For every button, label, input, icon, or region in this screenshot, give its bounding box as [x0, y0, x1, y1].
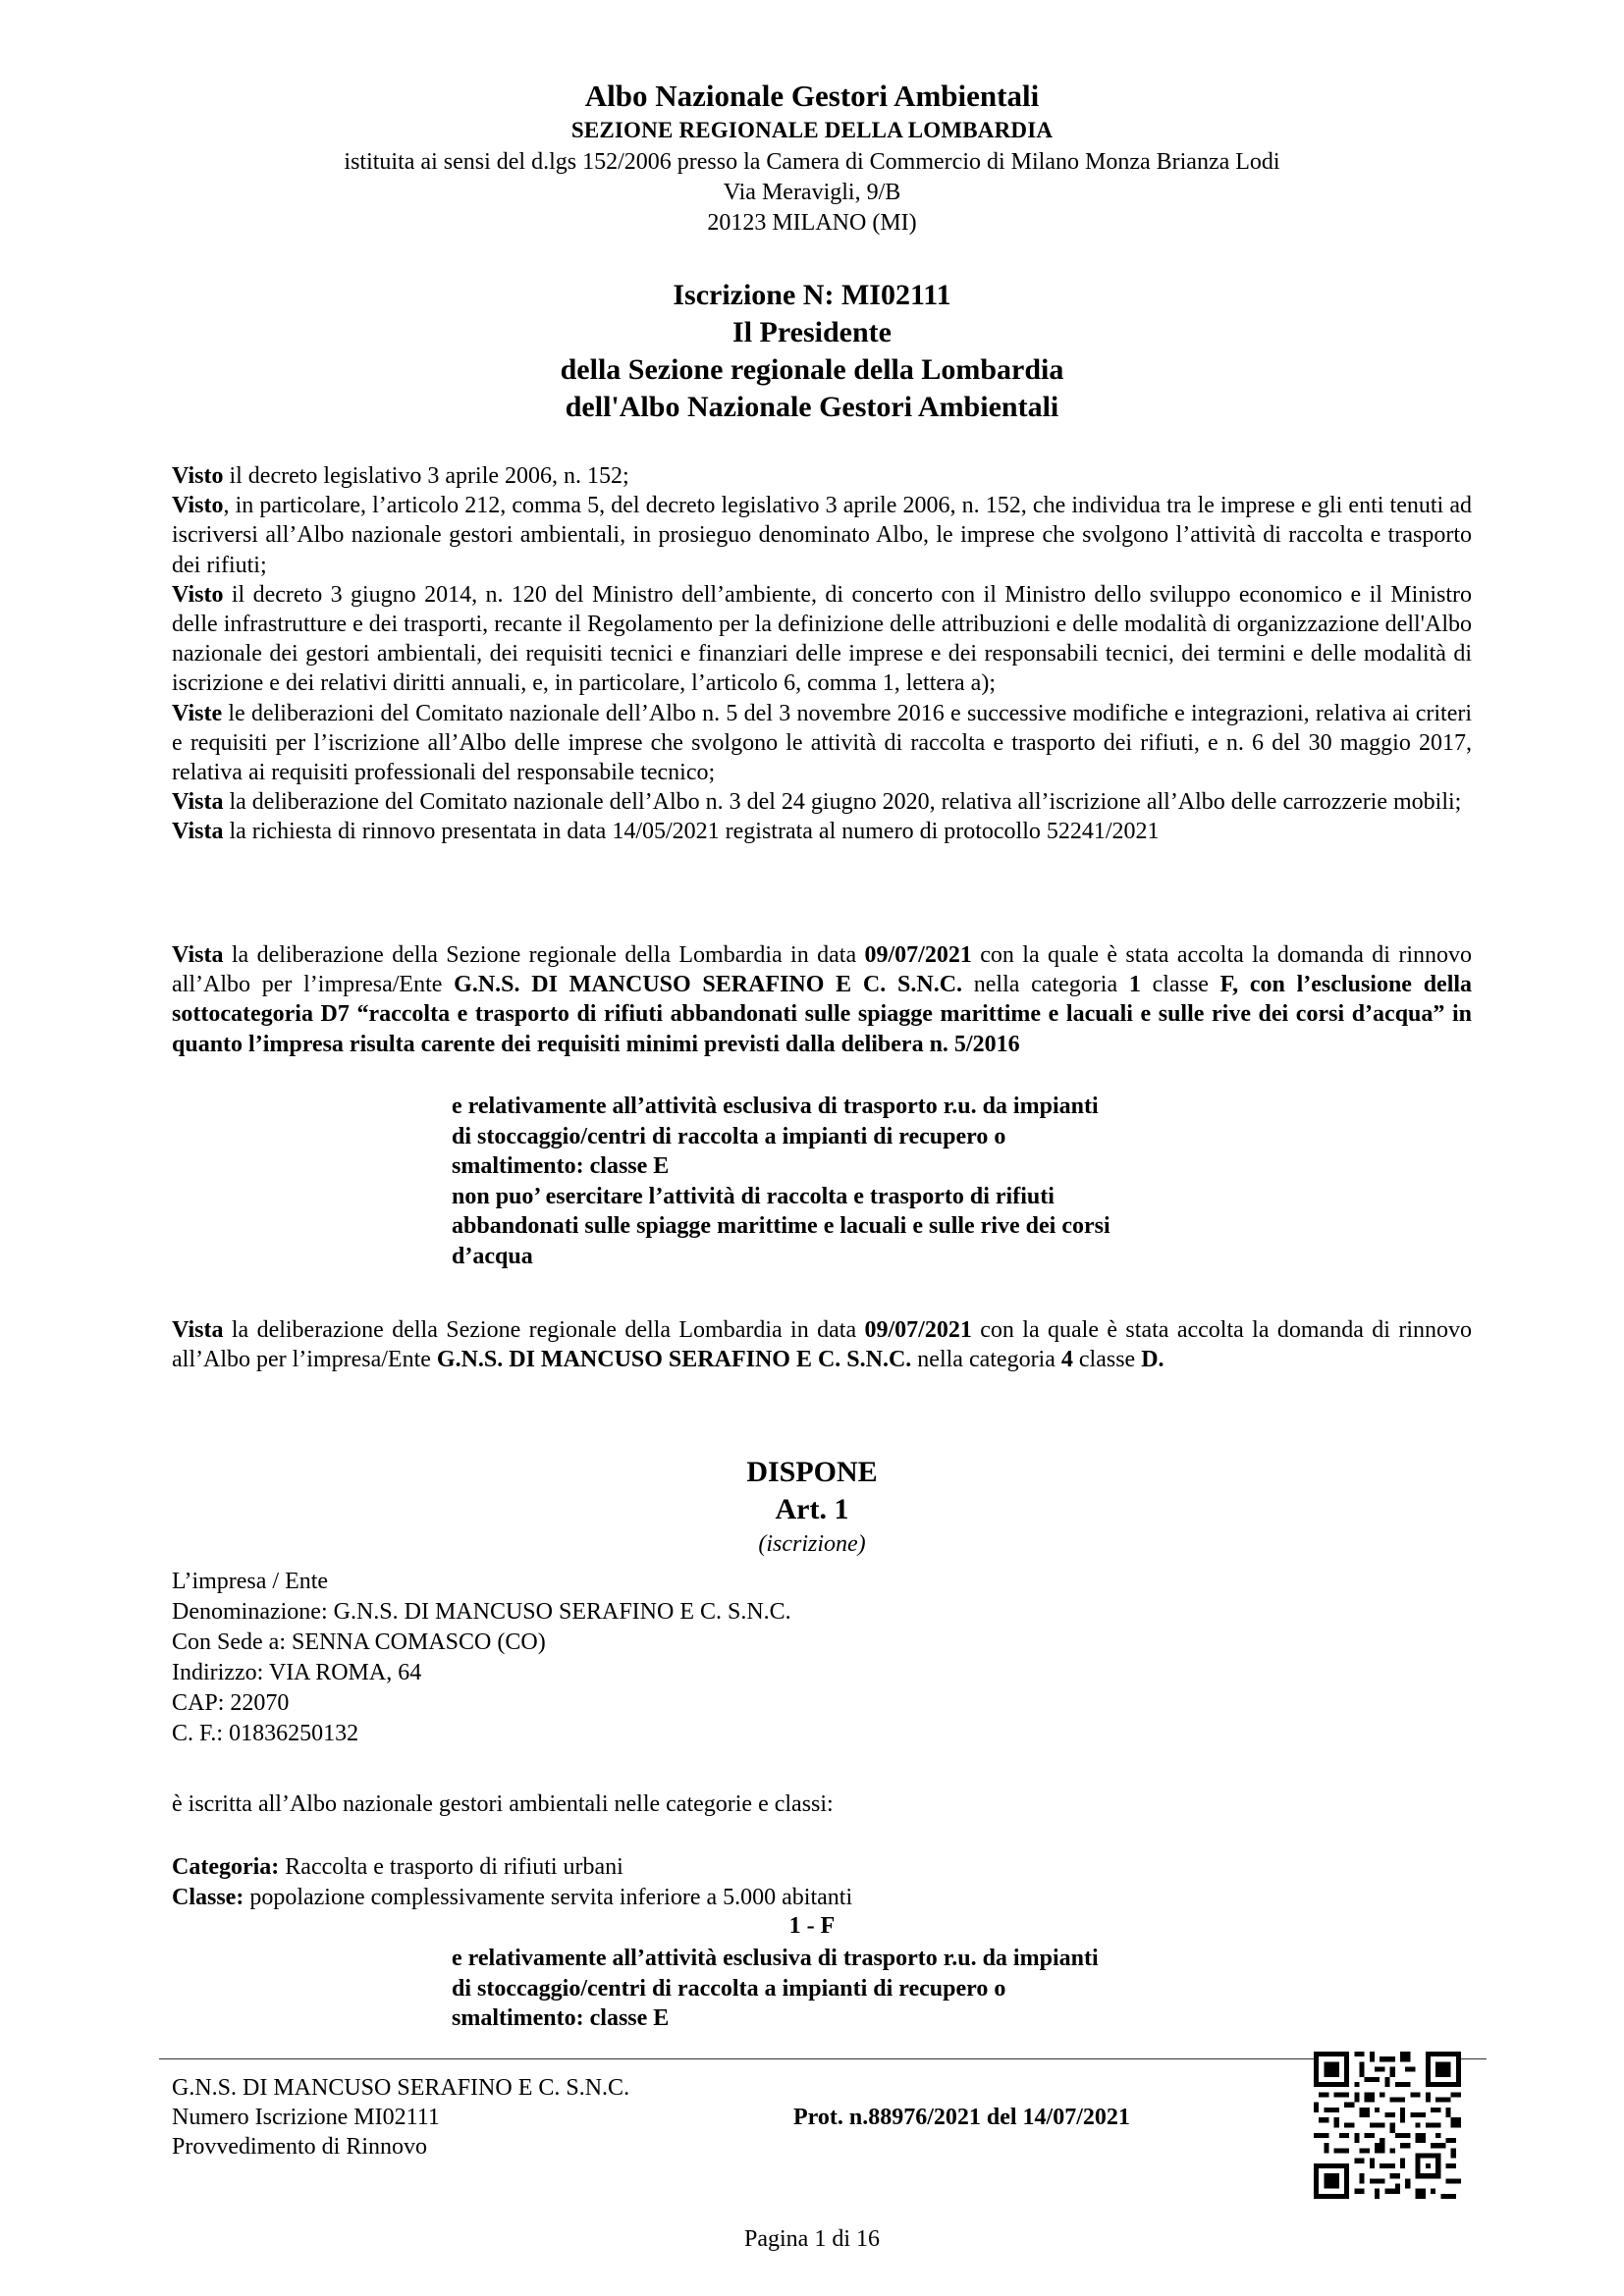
- section-title: SEZIONE REGIONALE DELLA LOMBARDIA: [570, 118, 1054, 142]
- org-title: Albo Nazionale Gestori Ambientali: [584, 79, 1040, 113]
- address-city: 20123 MILANO (MI): [707, 210, 917, 236]
- preamble-item: [172, 461, 1472, 491]
- classe-line: [172, 1883, 852, 1913]
- preamble-text: il decreto 3 giugno 2014, n. 120 del Ministro dell’ambiente, di concerto con il Ministro dello sviluppo economico e il Ministro delle infrastrutture e dei trasporti, recante il Regolamento per la definizione delle attribuzioni e delle modalità di organizzazione dell'Albo nazionale dei gestori ambientali, dei requisiti tecnici e finanziari delle imprese e dei responsabili tecnici, dei termini e delle modalità di iscrizione e dei relativi diritti annuali, e, in particolare, l’articolo 6, comma 1, lettera a);: [172, 581, 1472, 697]
- delib-class-detail: F, con l’esclusione della sottocategoria D7 “raccolta e trasporto di rifiuti abbandonati sulle spiagge marittime e lacuali e sulle rive dei corsi d’acqua” in quanto l’impresa risulta carente dei requisiti minimi previsti dalla delibera n. 5/2016: [172, 972, 1473, 1057]
- delib-text: con la quale è stata accolta la domanda di rinnovo all’Albo per l’impresa/Ente: [172, 1317, 1472, 1373]
- article-subtitle: (iscrizione): [758, 1531, 866, 1557]
- preamble-item: [172, 491, 1472, 580]
- classe-label: Classe:: [172, 1885, 244, 1910]
- delib-text: la deliberazione della Sezione regionale della Lombardia in data: [223, 1317, 865, 1343]
- indent-line: non puo’ esercitare l’attività di raccolta e trasporto di rifiuti: [452, 1183, 1055, 1209]
- categoria-label: Categoria:: [172, 1854, 280, 1880]
- preamble-lead: Vista: [172, 819, 224, 845]
- indent-line: e relativamente all’attività esclusiva di trasporto r.u. da impianti: [452, 1094, 1099, 1119]
- preamble-lead: Visto: [172, 463, 224, 489]
- president-title: Il Presidente: [732, 316, 892, 348]
- delib-text: la deliberazione della Sezione regionale della Lombardia in data: [223, 942, 865, 968]
- company-line: L’impresa / Ente: [172, 1569, 329, 1594]
- preamble-text: la richiesta di rinnovo presentata in data 14/05/2021 registrata al numero di protocollo 52241/2021: [223, 819, 1160, 845]
- preamble-item: [172, 817, 1472, 846]
- footer-divider: [159, 2058, 1487, 2059]
- page-number: Pagina 1 di 16: [744, 2226, 880, 2252]
- delib-company: G.N.S. DI MANCUSO SERAFINO E C. S.N.C.: [436, 1347, 912, 1373]
- preamble-text: il decreto legislativo 3 aprile 2006, n. 152;: [223, 463, 629, 489]
- sezione-title: della Sezione regionale della Lombardia: [560, 353, 1064, 386]
- deliberation-1: [172, 940, 1472, 1059]
- delib-text: classe: [1140, 972, 1220, 998]
- footer-left: [172, 2073, 629, 2162]
- categoria-value: Raccolta e trasporto di rifiuti urbani: [279, 1854, 623, 1880]
- preamble-lead: Viste: [172, 700, 223, 726]
- address-street: Via Meravigli, 9/B: [723, 180, 901, 205]
- company-seat: Con Sede a: SENNA COMASCO (CO): [172, 1629, 546, 1655]
- indent-line: smaltimento: classe E: [452, 1153, 670, 1179]
- preamble-item: [172, 787, 1472, 817]
- company-block: [172, 1567, 791, 1749]
- delib-lead: Vista: [172, 1317, 224, 1343]
- preamble-text: la deliberazione del Comitato nazionale dell’Albo n. 3 del 24 giugno 2020, relativa all’iscrizione all’Albo delle carrozzerie mobili;: [223, 789, 1462, 816]
- delib-company: G.N.S. DI MANCUSO SERAFINO E C. S.N.C.: [454, 972, 963, 998]
- preamble-lead: Vista: [172, 789, 224, 816]
- indented-block-1: [452, 1092, 1335, 1271]
- footer-protocol: Prot. n.88976/2021 del 14/07/2021: [793, 2105, 1130, 2130]
- company-cap: CAP: 22070: [172, 1690, 290, 1716]
- preamble-item: [172, 699, 1472, 788]
- delib-class: D.: [1141, 1347, 1164, 1373]
- categoria-line: [172, 1852, 623, 1883]
- class-code: 1 - F: [788, 1913, 836, 1939]
- footer-numero: Numero Iscrizione MI02111: [172, 2105, 440, 2130]
- indented-block-2: [452, 1944, 1335, 2034]
- preamble-lead: Visto: [172, 581, 224, 608]
- deliberation-2: [172, 1315, 1472, 1374]
- albo-title: dell'Albo Nazionale Gestori Ambientali: [565, 391, 1059, 423]
- delib-text: con la quale è stata accolta la domanda di rinnovo all’Albo per l’impresa/Ente: [172, 942, 1472, 998]
- delib-date: 09/07/2021: [864, 1317, 972, 1343]
- delib-lead: Vista: [172, 942, 224, 968]
- delib-date: 09/07/2021: [864, 942, 972, 968]
- qr-code-icon: [1314, 2052, 1461, 2199]
- iscritta-line: è iscritta all’Albo nazionale gestori ambientali nelle categorie e classi:: [172, 1791, 834, 1817]
- delib-text: nella categoria: [911, 1347, 1061, 1373]
- company-address: Indirizzo: VIA ROMA, 64: [172, 1660, 422, 1685]
- preamble: [172, 461, 1472, 847]
- indent-line: di stoccaggio/centri di raccolta a impianti di recupero o: [452, 1123, 1006, 1149]
- indent-line: abbandonati sulle spiagge marittime e lacuali e sulle rive dei corsi: [452, 1213, 1110, 1239]
- indent-line: e relativamente all’attività esclusiva di trasporto r.u. da impianti: [452, 1946, 1099, 1971]
- delib-category: 4: [1060, 1347, 1073, 1373]
- preamble-lead: Visto: [172, 493, 224, 519]
- company-tax-code: C. F.: 01836250132: [172, 1721, 359, 1746]
- preamble-item: [172, 580, 1472, 699]
- indent-line: d’acqua: [452, 1243, 533, 1269]
- preamble-text: , in particolare, l’articolo 212, comma 5, del decreto legislativo 3 aprile 2006, n. 152, che individua tra le imprese e gli enti tenuti ad iscriversi all’Albo nazionale gestori ambientali, in prosieguo denominato Albo, le imprese che svolgono l’attività di raccolta e trasporto dei rifiuti;: [172, 493, 1472, 578]
- delib-text: nella categoria: [962, 972, 1129, 998]
- dispone-title: DISPONE: [746, 1456, 878, 1488]
- indent-line: di stoccaggio/centri di raccolta a impianti di recupero o: [452, 1975, 1006, 2002]
- established-line: istituita ai sensi del d.lgs 152/2006 presso la Camera di Commercio di Milano Monza Brianza Lodi: [344, 149, 1280, 175]
- iscrizione-number: Iscrizione N: MI02111: [673, 279, 951, 311]
- footer-provvedimento: Provvedimento di Rinnovo: [172, 2134, 427, 2160]
- preamble-text: le deliberazioni del Comitato nazionale dell’Albo n. 5 del 3 novembre 2016 e successive modifiche e integrazioni, relativa ai criteri e requisiti per l’iscrizione all’Albo delle imprese che svolgono le attività di raccolta e trasporto dei rifiuti, e n. 6 del 30 maggio 2017, relativa ai requisiti professionali del responsabile tecnico;: [172, 700, 1472, 786]
- indent-line: smaltimento: classe E: [452, 2005, 670, 2031]
- delib-category: 1: [1128, 972, 1141, 998]
- delib-text: classe: [1072, 1347, 1142, 1373]
- classe-value: popolazione complessivamente servita inferiore a 5.000 abitanti: [244, 1885, 853, 1910]
- footer-company: G.N.S. DI MANCUSO SERAFINO E C. S.N.C.: [172, 2075, 630, 2101]
- article-title: Art. 1: [775, 1493, 849, 1525]
- company-name: Denominazione: G.N.S. DI MANCUSO SERAFINO E C. S.N.C.: [172, 1599, 791, 1625]
